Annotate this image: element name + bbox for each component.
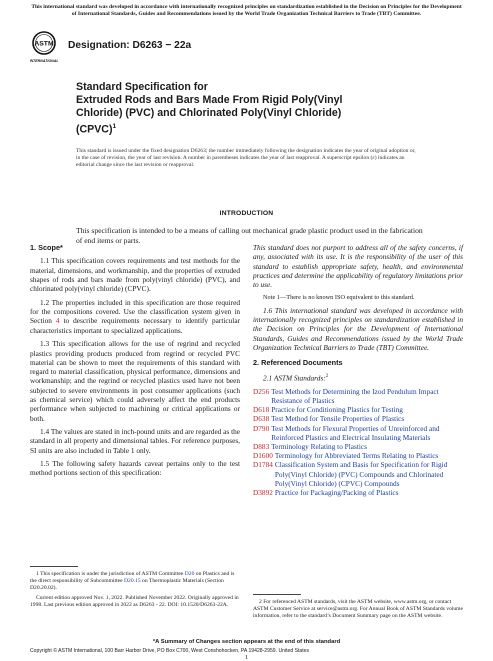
referenced-documents-heading: 2. Referenced Documents — [253, 358, 343, 368]
svg-text:INTERNATIONAL: INTERNATIONAL — [30, 59, 58, 63]
title-line-2: Extruded Rods and Bars Made From Rigid Poly(Vinyl — [76, 94, 343, 107]
reference-item — [253, 488, 463, 497]
footnote-rule — [253, 594, 301, 595]
issuance-statement: This standard is issued under the fixed designation D6263; the number immediately following the designation indicates the year of original adoption or, in the case of revision, the year of last revision. A number in parentheses indicates the year of last reapproval. A superscript epsilon (ε) indicates an editorial change since the last revision or reapproval. — [76, 148, 416, 168]
reference-title-link[interactable]: Test Method for Tensile Properties of Plastics — [271, 414, 405, 424]
section-4-link[interactable]: 4 — [55, 316, 60, 326]
left-column — [30, 243, 240, 482]
edition-info: Current edition approved Nov. 1, 2022. Published November 2022. Originally approved in 1998. Last previous edition approved in 2022 as D6263 - 22. DOI: 10.1520/D6263-22A. — [30, 595, 239, 608]
svg-text:ASTM: ASTM — [34, 40, 54, 48]
paragraph-1-1: 1.1 This specification covers requirements and test methods for the material, dimensions, and workmanship, and the properties of extruded shapes of rods and bars made from poly(vinyl chloride) (PVC), and chlorinated poly(vinyl chloride) (CPVC). — [30, 256, 240, 294]
footnote-2: 2 For referenced ASTM standards, visit the ASTM website, www.astm.org, or contact ASTM Customer Service at service@astm.org. For Annual Book of ASTM Standards volume information, refer to the standard’s Document Summary page on the ASTM website. — [253, 599, 463, 619]
document-title — [76, 81, 376, 137]
wto-notice: This international standard was developed in accordance with internationally recognized principles on standardization established in the Decision on Principles for the Development of International Standards, Guides and Recommendations issued by the World Trade Organization Technical Barriers to Trade (TBT) Committee. — [31, 4, 462, 17]
reference-title-link[interactable]: Classification System and Basis for Specification for Rigid Poly(Vinyl Chloride) (PVC) Compounds and Chlorinated Poly(Vinyl Chloride) (CPVC) Compounds — [274, 460, 448, 488]
astm-standards-label: 2.1 ASTM Standards:$^2$ — [263, 373, 329, 383]
reference-item — [253, 387, 463, 405]
summary-of-changes-note: *A Summary of Changes section appears at the end of this standard — [152, 639, 341, 645]
paragraph-1-2: 1.2 The properties included in this specification are those required for the compositions covered. Use the classification system given in Section 4 to describe requirements necessary to identify particular characteristics important to specialized applications. — [30, 297, 240, 335]
paragraph-1-3: 1.3 This specification allows for the use of regrind and recycled plastics providing products produced from regrind or recycled PVC material can be shown to meet the requirements of this standard with regard to material classification, physical performance, dimensions and workmanship; and the regrind or recycled plastics used have not been subjected to severe environments in post consumer applications (such as chemical service) which could adversely affect the end products performance when subjected to machining or critical applications or both. — [30, 339, 240, 423]
reference-list — [253, 387, 463, 497]
safety-caveat: This standard does not purport to address all of the safety concerns, if any, associated with its use. It is the responsibility of the user of this standard to establish appropriate safety, health, and environmental practices and determine the applicability of regulatory limitations prior to use. — [253, 243, 463, 290]
footnote-1: 1 This specification is under the jurisdiction of ASTM Committee D20 on Plastics and is the direct responsibility of Subcommittee D20.15 on Thermoplastic Materials (Section D20.20.02). — [30, 571, 235, 591]
footnote-rule — [30, 566, 78, 567]
astm-logo — [30, 31, 58, 65]
reference-title-link[interactable]: Terminology for Abbreviated Terms Relating to Plastics — [274, 451, 439, 461]
reference-item — [253, 414, 463, 423]
designation: Designation: D6263 − 22a — [68, 40, 192, 51]
reference-item — [253, 424, 463, 442]
right-column — [253, 243, 463, 497]
reference-title-link[interactable]: Test Methods for Determining the Izod Pendulum Impact Resistance of Plastics — [271, 386, 439, 405]
footnote-marker[interactable]: 1 — [112, 123, 117, 131]
reference-code-link[interactable]: D1784 — [253, 460, 273, 470]
reference-code-link[interactable]: D3892 — [253, 487, 273, 497]
reference-code-link[interactable]: D883 — [253, 441, 270, 451]
footnotes-right — [253, 566, 463, 623]
reference-code-link[interactable]: D618 — [253, 405, 270, 415]
reference-code-link[interactable]: D256 — [253, 386, 270, 396]
note-1: Note 1—There is no known ISO equivalent to this standard. — [263, 293, 415, 301]
title-line-1: Standard Specification for — [76, 81, 208, 93]
reference-item — [253, 442, 463, 451]
page-number: 1 — [244, 654, 249, 661]
reference-item — [253, 451, 463, 460]
reference-title-link[interactable]: Test Methods for Flexural Properties of Unreinforced and Reinforced Plastics and Electrical Insulating Materials — [271, 423, 440, 442]
reference-title-link[interactable]: Practice for Packaging/Packing of Plastics — [274, 487, 399, 497]
title-line-3: Chloride) (PVC) and Chlorinated Poly(Vinyl Chloride) — [76, 107, 342, 120]
reference-item — [253, 460, 463, 488]
reference-code-link[interactable]: D638 — [253, 414, 270, 424]
paragraph-1-6: 1.6 This international standard was developed in accordance with internationally recognized principles on standardization established in the Decision on Principles for the Development of International Standards, Guides and Recommendations issued by the World Trade Organization Technical Barriers to Trade (TBT) Committee. — [253, 305, 463, 353]
copyright-line: Copyright © ASTM International, 100 Barr Harbor Drive, PO Box C700, West Conshohocken, PA 19428-2959. United States — [30, 648, 310, 654]
reference-item — [253, 405, 463, 414]
title-line-4: (CPVC)$^1$ — [76, 123, 117, 136]
reference-code-link[interactable]: D790 — [253, 423, 270, 433]
paragraph-1-5: 1.5 The following safety hazards caveat pertains only to the test method portions section of this specification: — [30, 459, 240, 478]
reference-code-link[interactable]: D1600 — [253, 451, 273, 461]
scope-heading: 1. Scope* — [30, 243, 63, 252]
reference-title-link[interactable]: Practice for Conditioning Plastics for Testing — [271, 405, 403, 415]
reference-title-link[interactable]: Terminology Relating to Plastics — [271, 441, 367, 451]
introduction-heading: INTRODUCTION — [219, 210, 274, 217]
astm-international-logo-icon — [30, 31, 58, 65]
committee-d20-link[interactable]: D20 — [184, 571, 195, 577]
subcommittee-link[interactable]: D20.15 — [124, 578, 141, 584]
introduction-text: This specification is intended to be a means of calling out mechanical grade plastic product used in the fabrication of end items or parts. — [76, 226, 423, 245]
footnotes-left — [30, 566, 240, 612]
paragraph-1-4: 1.4 The values are stated in inch-pound units and are regarded as the standard in all property and dimensional tables. For reference purposes, SI units are also included in Table 1 only. — [30, 427, 240, 455]
